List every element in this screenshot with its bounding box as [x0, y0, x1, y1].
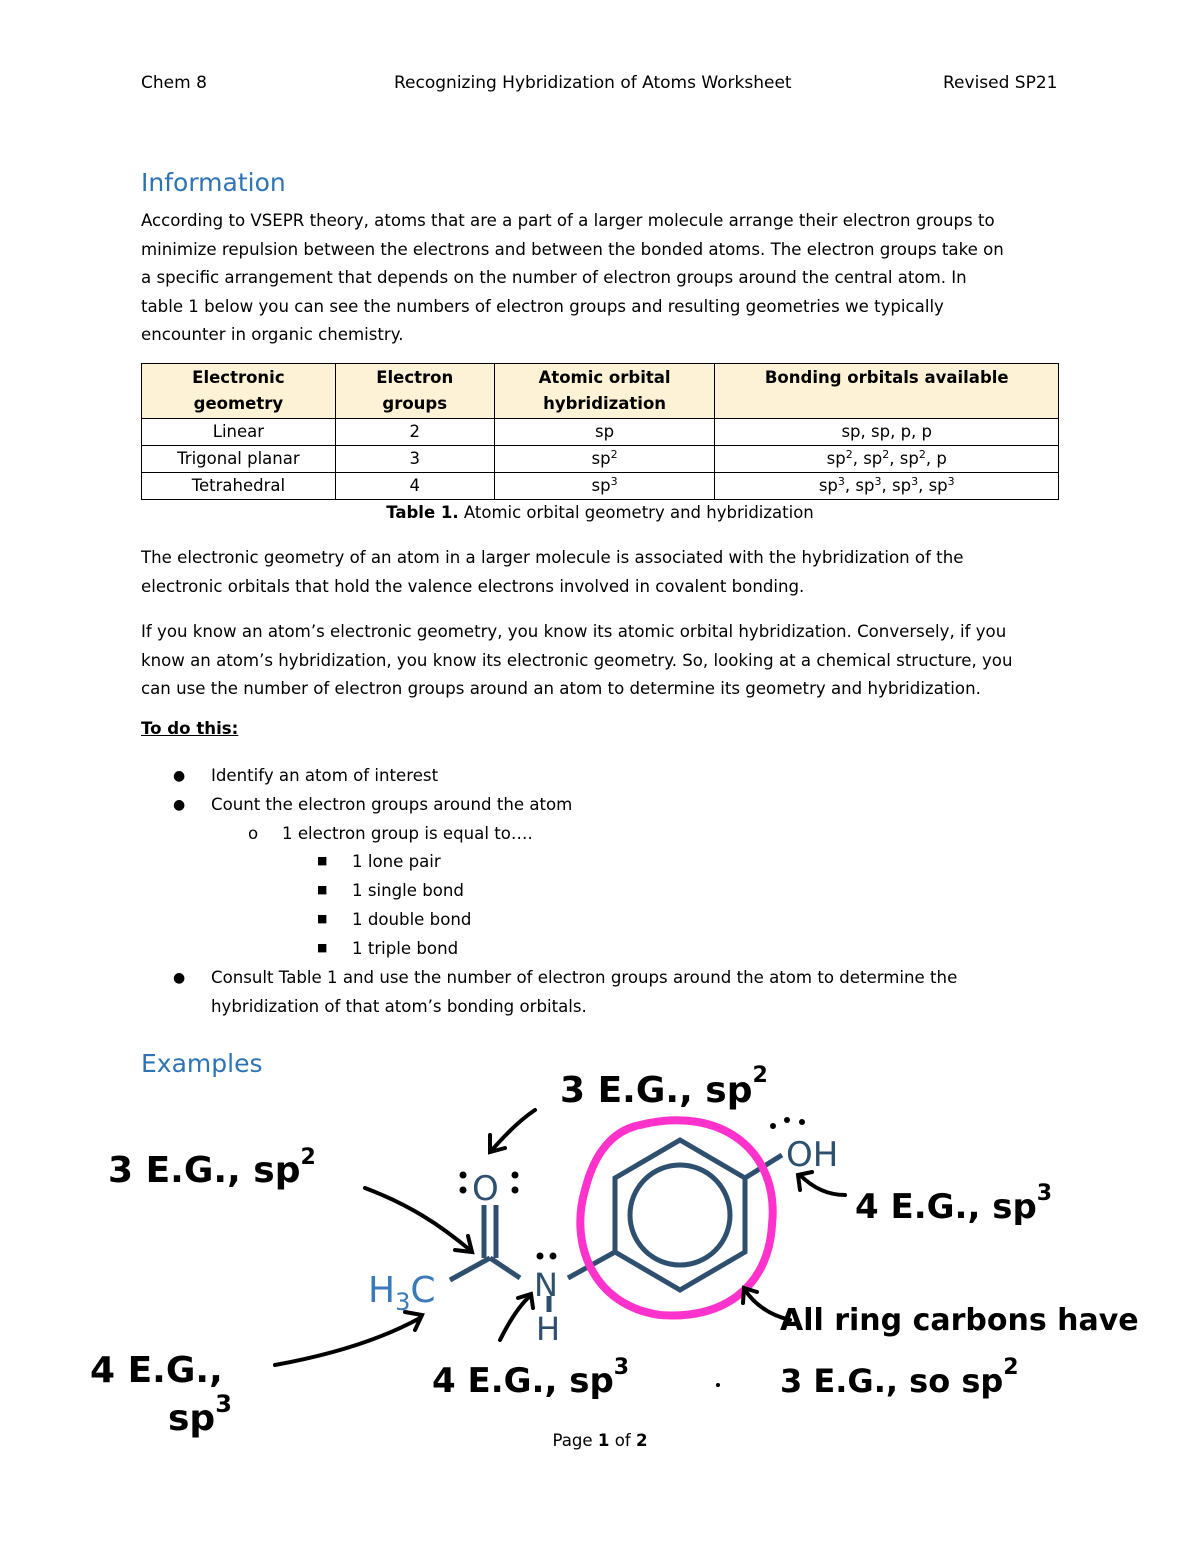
cell-hybridization: sp — [494, 419, 715, 446]
paragraph-hybridization — [141, 618, 1066, 704]
examples-heading: Examples — [141, 1049, 263, 1078]
list-item: 1 triple bond — [352, 939, 459, 958]
example-molecule-diagram — [0, 1040, 1200, 1460]
nitrogen-label: N — [534, 1266, 558, 1304]
information-heading: Information — [141, 168, 286, 197]
cell-groups: 3 — [335, 446, 494, 473]
circle-bullet-icon: o — [248, 824, 259, 843]
cell-orbitals: $sp^2$, $sp^2$, $sp^2$, p — [715, 446, 1059, 473]
square-bullet-icon: ■ — [317, 883, 328, 896]
annotation-carbonyl-carbon: 3 E.G., $sp^2$ — [108, 1145, 316, 1191]
info-line: minimize repulsion between the electrons and between the bonded atoms. The electron groups take on — [141, 239, 1004, 259]
table-row — [142, 446, 1059, 473]
information-paragraph — [141, 207, 1066, 350]
header-course: Chem 8 — [141, 73, 207, 93]
list-item: 1 electron group is equal to…. — [282, 824, 533, 843]
annotation-methyl-line1: 4 E.G., — [90, 1350, 223, 1391]
square-bullet-icon: ■ — [317, 912, 328, 925]
info-line: encounter in organic chemistry. — [141, 325, 404, 344]
para-line: know an atom’s hybridization, you know its electronic geometry. So, looking at a chemical structure, you — [141, 650, 1013, 670]
methyl-label: $H_3C$ — [368, 1270, 436, 1316]
col-header-groups: Electron groups — [335, 364, 494, 419]
info-line: According to VSEPR theory, atoms that are a part of a larger molecule arrange their electron groups to — [141, 211, 995, 230]
list-item: 1 lone pair — [352, 852, 441, 871]
table-row — [142, 473, 1059, 500]
list-item: Count the electron groups around the atom — [211, 795, 573, 814]
col-header-geometry: Electronic geometry — [142, 364, 336, 419]
para-line: The electronic geometry of an atom in a larger molecule is associated with the hybridization of the — [141, 548, 964, 567]
list-item: Consult Table 1 and use the number of electron groups around the atom to determine the hybridization of that atom’s bonding orbitals. — [211, 968, 958, 1016]
table-row — [142, 419, 1059, 446]
info-line: table 1 below you can see the numbers of electron groups and resulting geometries we typically — [141, 296, 944, 316]
bullet-icon: ● — [173, 768, 186, 784]
cell-groups: 2 — [335, 419, 494, 446]
cell-hybridization: $sp^3$ — [494, 473, 715, 500]
cell-orbitals: sp, sp, p, p — [715, 419, 1059, 446]
col-header-hybridization: Atomic orbital hybridization — [494, 364, 715, 419]
hydroxyl-label: OH — [786, 1135, 839, 1175]
para-line: electronic orbitals that hold the valence electrons involved in covalent bonding. — [141, 576, 805, 596]
para-line: can use the number of electron groups around an atom to determine its geometry and hybridization. — [141, 679, 981, 698]
list-item: 1 single bond — [352, 881, 464, 900]
paragraph-geometry — [141, 544, 1066, 601]
para-line: If you know an atom’s electronic geometry, you know its atomic orbital hybridization. Conversely, if you — [141, 622, 1007, 641]
list-item: 1 double bond — [352, 910, 472, 929]
square-bullet-icon: ■ — [317, 854, 328, 867]
cell-geometry: Tetrahedral — [142, 473, 336, 500]
table-caption: Table 1. Atomic orbital geometry and hybridization — [386, 503, 814, 522]
hydrogen-label: H — [536, 1310, 561, 1348]
oxygen-label: O — [472, 1169, 499, 1209]
cell-groups: 4 — [335, 473, 494, 500]
hybridization-table — [141, 363, 1059, 500]
benzene-ring — [615, 1140, 745, 1290]
annotation-nitrogen: 4 E.G., $sp^3$ — [432, 1355, 630, 1401]
todo-heading: To do this: — [141, 719, 239, 738]
page-number: Page 1 of 2 — [552, 1431, 648, 1450]
annotation-ring-line1: All ring carbons have — [780, 1303, 1139, 1338]
cell-orbitals: $sp^3$, $sp^3$, $sp^3$, $sp^3$ — [715, 473, 1059, 500]
table-header-row — [142, 364, 1059, 419]
annotation-carbonyl-oxygen: 3 E.G., $sp^2$ — [560, 1063, 768, 1111]
info-line: a specific arrangement that depends on the number of electron groups around the central atom. In — [141, 268, 967, 287]
header-title: Recognizing Hybridization of Atoms Worksheet — [394, 73, 792, 93]
bullet-icon: ● — [173, 797, 186, 813]
header-revision: Revised SP21 — [943, 73, 1058, 93]
bullet-icon: ● — [173, 970, 186, 986]
cell-geometry: Trigonal planar — [142, 446, 336, 473]
annotation-methyl-line2: $sp^3$ — [168, 1390, 232, 1439]
square-bullet-icon: ■ — [317, 941, 328, 954]
cell-geometry: Linear — [142, 419, 336, 446]
col-header-orbitals: Bonding orbitals available — [715, 364, 1059, 419]
annotation-hydroxyl: 4 E.G., $sp^3$ — [855, 1181, 1053, 1227]
list-item: Identify an atom of interest — [211, 766, 439, 785]
cell-hybridization: $sp^2$ — [494, 446, 715, 473]
annotation-ring-line2: 3 E.G., so $sp^2$ — [780, 1355, 1019, 1400]
